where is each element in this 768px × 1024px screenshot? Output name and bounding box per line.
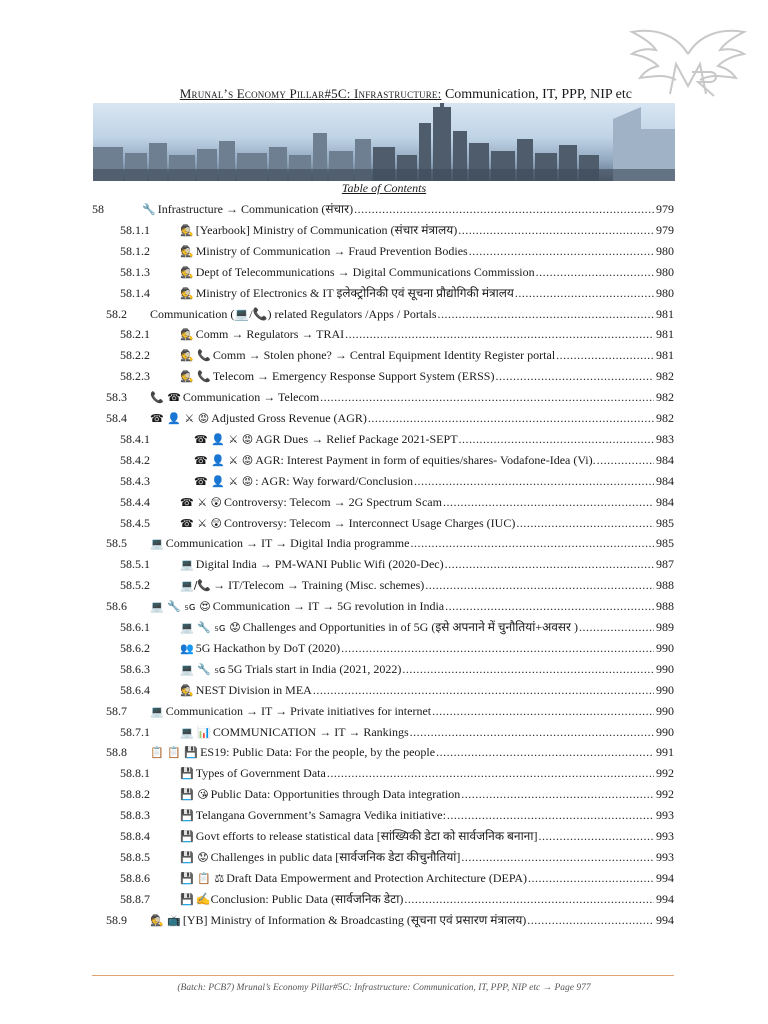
toc-row[interactable] <box>0 283 674 304</box>
toc-section-number: 58.4.2 <box>120 452 150 467</box>
toc-entry <box>180 659 674 680</box>
toc-leader-dots <box>320 387 654 408</box>
toc-section-number: 58.9 <box>106 912 127 927</box>
toc-entry <box>150 533 674 554</box>
toc-page-number: 984 <box>656 494 674 509</box>
toc-entry-icons: 💾 <box>180 809 194 823</box>
toc-entry-icons: 💻 <box>150 537 164 551</box>
toc-entry-icons: 🕵 📞 <box>180 349 211 363</box>
toc-entry <box>180 889 674 910</box>
toc-row[interactable] <box>0 241 674 262</box>
toc-leader-dots <box>402 659 654 680</box>
toc-entry-icons: 💾 <box>180 830 194 843</box>
toc-entry-icons: 🕵 <box>180 683 194 697</box>
toc-row[interactable] <box>0 784 674 805</box>
toc-entry-icons: 🕵 <box>180 223 194 237</box>
toc-row[interactable] <box>0 262 674 283</box>
toc-section-number: 58.2 <box>106 306 127 321</box>
toc-entry-title: Draft Data Empowerment and Protection Architecture (DEPA) <box>226 870 528 885</box>
toc-page-number: 981 <box>656 327 674 342</box>
toc-section-number: 58.4.5 <box>120 515 150 530</box>
toc-section-number: 58.6.1 <box>120 620 150 634</box>
toc-entry-title: Challenges and Opportunities in of 5G (इसे अपनाने में चुनौतियां+अवसर ) <box>242 620 578 634</box>
toc-leader-dots <box>445 554 654 575</box>
toc-section-number: 58.7.1 <box>120 724 150 739</box>
toc-entry-title: Communication → IT → 5G revolution in India <box>212 599 445 614</box>
toc-entry <box>180 513 674 534</box>
toc-row[interactable] <box>0 450 674 471</box>
toc-entry-title: Comm → Stolen phone? → Central Equipment Identity Register portal <box>212 348 556 363</box>
toc-page-number: 980 <box>656 243 674 258</box>
toc-page-number: 989 <box>656 620 674 634</box>
toc-leader-dots <box>461 784 654 805</box>
toc-section-number: 58.1.4 <box>120 285 150 300</box>
toc-row[interactable] <box>0 826 674 847</box>
toc-entry-title: Dept of Telecommunications → Digital Communications Commission <box>195 264 535 279</box>
toc-section-number: 58.8 <box>106 745 127 760</box>
toc-entry <box>180 575 674 596</box>
toc-section-number: 58.5.1 <box>120 557 150 572</box>
toc-section-number: 58.8.4 <box>120 829 150 843</box>
page-header <box>92 86 632 103</box>
toc-entry <box>194 429 674 450</box>
toc-row[interactable] <box>0 429 674 450</box>
toc-page-number: 991 <box>656 745 674 760</box>
toc-entry-title: Communication → IT → Private initiatives for internet <box>165 703 432 718</box>
toc-entry-icons: 🕵 📺 <box>150 913 181 927</box>
toc-section-number: 58.4 <box>106 411 127 425</box>
toc-page-number: 979 <box>656 222 674 237</box>
toc-entry-icons: 💻 📊 <box>180 725 211 739</box>
toc-leader-dots <box>447 805 654 826</box>
toc-entry <box>180 324 674 345</box>
toc-entry-icons: 💾 😘 <box>180 788 209 802</box>
toc-section-number: 58.8.7 <box>120 891 150 906</box>
toc-page-number: 993 <box>656 808 674 823</box>
toc-page-number: 987 <box>656 557 674 572</box>
toc-leader-dots <box>579 617 654 638</box>
toc-page-number: 982 <box>656 369 674 384</box>
toc-entry-title: Infrastructure → Communication (संचार) <box>157 202 354 216</box>
toc-page-number: 994 <box>656 870 674 885</box>
toc-entry-icons: 💻 🔧 ₅ɢ <box>180 662 226 676</box>
toc-section-number: 58.7 <box>106 703 127 718</box>
toc-entry <box>180 868 674 889</box>
toc-entry-title: Adjusted Gross Revenue (AGR) <box>211 411 367 425</box>
toc-entry-title: Types of Government Data <box>195 766 326 781</box>
toc-leader-dots <box>458 220 654 241</box>
toc-entry <box>180 722 674 743</box>
toc-leader-dots <box>556 345 654 366</box>
toc-page-number: 984 <box>656 452 674 467</box>
toc-page-number: 992 <box>656 787 674 802</box>
toc-section-number: 58.2.2 <box>120 348 150 363</box>
toc-section-number: 58.4.4 <box>120 494 150 509</box>
toc-page-number: 985 <box>656 536 674 551</box>
toc-row[interactable] <box>0 868 674 889</box>
toc-entry-title: Ministry of Communication → Fraud Prevention Bodies <box>195 243 468 258</box>
page-footer: (Batch: PCB7) Mrunal’s Economy Pillar#5C: Infrastructure: Communication, IT, PPP, NIP etc → Page 977 <box>177 983 591 993</box>
toc-entry-icons: 🔧 <box>142 203 156 216</box>
toc-entry <box>180 826 674 847</box>
toc-entry-title: Govt efforts to release statistical data [सांख्यिकी डेटा को सार्वजनिक बनाना] <box>195 829 538 843</box>
toc-row[interactable] <box>0 847 674 868</box>
toc-leader-dots <box>410 722 654 743</box>
toc-entry-title: Controversy: Telecom → 2G Spectrum Scam <box>224 494 442 509</box>
toc-leader-dots <box>432 701 654 722</box>
toc-entry-icons: 💾 <box>180 767 194 781</box>
toc-entry <box>180 680 674 701</box>
toc-entry-icons: 💾 📋 ⚖ <box>180 871 225 885</box>
toc-leader-dots <box>515 283 654 304</box>
toc-entry <box>180 220 674 241</box>
toc-page-number: 994 <box>656 891 674 906</box>
toc-section-number: 58.8.2 <box>120 787 150 802</box>
toc-page-number: 990 <box>656 640 674 655</box>
toc-entry-title: : AGR: Way forward/Conclusion <box>255 473 414 488</box>
toc-entry-title: Digital India → PM-WANI Public Wifi (2020-Dec) <box>195 557 444 572</box>
toc-entry <box>150 910 674 931</box>
toc-section-number: 58.2.1 <box>120 327 150 342</box>
toc-page-number: 990 <box>656 724 674 739</box>
toc-row[interactable] <box>0 763 674 784</box>
toc-page-number: 980 <box>656 264 674 279</box>
toc-row[interactable] <box>0 805 674 826</box>
toc-row[interactable] <box>0 492 674 513</box>
toc-leader-dots <box>538 826 654 847</box>
toc-section-number: 58.6.4 <box>120 682 150 697</box>
toc-entry <box>194 471 674 492</box>
toc-entry <box>180 262 674 283</box>
toc-entry-title: ES19: Public Data: For the people, by the people <box>200 745 436 760</box>
toc-section-number: 58.1.1 <box>120 222 150 237</box>
toc-row[interactable] <box>0 533 674 554</box>
toc-section-number: 58.2.3 <box>120 369 150 384</box>
toc-entry-icons: ☎ 👤 ⚔ 😡 <box>194 474 254 488</box>
toc-row[interactable] <box>0 659 674 680</box>
toc-row[interactable] <box>0 471 674 492</box>
toc-leader-dots <box>459 429 654 450</box>
toc-entry-icons: 🕵 📞 <box>180 370 211 384</box>
toc-entry <box>150 596 674 617</box>
toc-entry-icons: 🕵 <box>180 286 194 300</box>
toc-row[interactable] <box>0 408 674 429</box>
toc-entry <box>150 387 674 408</box>
toc-section-number: 58.5.2 <box>120 578 150 593</box>
toc-leader-dots <box>414 471 654 492</box>
toc-section-number: 58.3 <box>106 390 127 405</box>
toc-section-number: 58 <box>92 202 104 216</box>
toc-page-number: 981 <box>656 306 674 321</box>
toc-entry <box>150 408 674 429</box>
toc-leader-dots <box>438 304 654 325</box>
toc-entry <box>180 283 674 304</box>
toc-page-number: 992 <box>656 766 674 781</box>
toc-entry-title: Ministry of Electronics & IT इलेक्ट्रोनिकी एवं सूचना प्रौद्योगिकी मंत्रालय <box>195 285 514 300</box>
toc-entry-icons: ☎ 👤 ⚔ 😡 <box>150 412 210 425</box>
toc-page-number: 982 <box>656 411 674 425</box>
toc-row[interactable] <box>0 345 674 366</box>
header-title-smallcaps: Mrunal’s Economy Pillar#5C: Infrastructure: <box>179 86 442 101</box>
toc-section-number: 58.1.3 <box>120 264 150 279</box>
toc-row[interactable] <box>0 513 674 534</box>
toc-leader-dots <box>469 241 654 262</box>
toc-entry-title: Communication → IT → Digital India programme <box>165 536 410 551</box>
toc-leader-dots <box>597 450 654 471</box>
toc-section-number: 58.5 <box>106 536 127 551</box>
toc-entry-title: Challenges in public data [सार्वजनिक डेटा कीचुनौतियां] <box>210 849 461 864</box>
toc-section-number: 58.4.3 <box>120 473 150 488</box>
toc-entry <box>180 554 674 575</box>
toc-entry-title: Comm → Regulators → TRAI <box>195 327 345 342</box>
toc-section-number: 58.8.5 <box>120 849 150 864</box>
toc-entry <box>194 450 674 471</box>
toc-entry-icons: ☎ 👤 ⚔ 😡 <box>194 432 254 446</box>
toc-leader-dots <box>341 638 654 659</box>
toc-entry <box>180 492 674 513</box>
toc-entry <box>142 199 674 220</box>
toc-row[interactable] <box>0 617 674 638</box>
toc-entry-title: Telangana Government’s Samagra Vedika initiative: <box>195 808 446 823</box>
toc-entry <box>180 805 674 826</box>
toc-leader-dots <box>536 262 654 283</box>
toc-entry-icons: 💾 😟 <box>180 850 209 864</box>
toc-row[interactable] <box>0 324 674 345</box>
toc-leader-dots <box>527 910 654 931</box>
toc-row[interactable] <box>0 575 674 596</box>
toc-entry <box>180 847 674 868</box>
toc-entry-title: NEST Division in MEA <box>195 682 312 697</box>
toc-entry-title: [YB] Ministry of Information & Broadcasting (सूचना एवं प्रसारण मंत्रालय) <box>182 912 527 927</box>
toc-page-number: 990 <box>656 661 674 676</box>
toc-entry <box>150 742 674 763</box>
toc-entry <box>180 638 674 659</box>
toc-page-number: 979 <box>656 202 674 216</box>
toc-entry-icons: 💾 <box>180 892 194 906</box>
toc-row[interactable] <box>0 638 674 659</box>
toc-entry <box>180 617 674 638</box>
toc-row[interactable] <box>0 889 674 910</box>
toc-entry <box>180 345 674 366</box>
toc-entry-icons: 💻 <box>180 558 194 572</box>
toc-entry-icons: 👥 <box>180 641 194 655</box>
toc-entry-title: Communication → Telecom <box>182 390 320 405</box>
toc-leader-dots <box>445 596 654 617</box>
toc-page-number: 988 <box>656 578 674 593</box>
toc-section-number: 58.6.2 <box>120 640 150 655</box>
toc-page-number: 984 <box>656 473 674 488</box>
toc-page-number: 988 <box>656 599 674 614</box>
toc-entry-title: 5G Trials start in India (2021, 2022) <box>227 661 402 676</box>
toc-section-number: 58.6.3 <box>120 661 150 676</box>
toc-section-number: 58.8.1 <box>120 766 150 781</box>
toc-leader-dots <box>443 492 654 513</box>
toc-page-number: 980 <box>656 285 674 300</box>
toc-section-number: 58.8.3 <box>120 808 150 823</box>
toc-leader-dots <box>368 408 654 429</box>
toc-entry-title: Telecom → Emergency Response Support System (ERSS) <box>212 369 495 384</box>
toc-entry <box>180 784 674 805</box>
toc-leader-dots <box>495 366 654 387</box>
toc-page-number: 982 <box>656 390 674 405</box>
toc-leader-dots <box>354 199 654 220</box>
toc-leader-dots <box>327 763 654 784</box>
toc-title: Table of Contents <box>341 181 427 195</box>
toc-entry-title: 5G Hackathon by DoT (2020) <box>195 640 341 655</box>
toc-row[interactable] <box>0 387 674 408</box>
toc-entry-title: Controversy: Telecom → Interconnect Usage Charges (IUC) <box>224 515 516 530</box>
toc-entry-title: AGR: Interest Payment in form of equities/shares- Vodafone-Idea (Vi). <box>255 452 596 467</box>
toc-entry <box>150 304 674 325</box>
toc-leader-dots <box>461 847 654 868</box>
toc-page-number: 990 <box>656 682 674 697</box>
toc-section-number: 58.8.6 <box>120 870 150 885</box>
toc-leader-dots <box>516 513 654 534</box>
toc-page-number: 990 <box>656 703 674 718</box>
toc-row[interactable] <box>0 596 674 617</box>
toc-leader-dots <box>528 868 654 889</box>
toc-page-number: 993 <box>656 849 674 864</box>
toc-page-number: 994 <box>656 912 674 927</box>
toc-row[interactable] <box>0 722 674 743</box>
toc-entry-icons: 💻 🔧 ₅ɢ 😟 <box>180 621 241 634</box>
toc-entry-icons: 🕵 <box>180 328 194 342</box>
toc-row[interactable] <box>0 910 674 931</box>
toc-entry-icons: 🕵 <box>180 244 194 258</box>
toc-leader-dots <box>410 533 654 554</box>
toc-leader-dots <box>436 742 654 763</box>
toc-page-number: 981 <box>656 348 674 363</box>
toc-entry-icons: 📋 📋 💾 <box>150 746 199 760</box>
toc-entry-title: ✍Conclusion: Public Data (सार्वजनिक डेटा) <box>195 891 404 906</box>
toc-page-number: 993 <box>656 829 674 843</box>
toc-section-number: 58.4.1 <box>120 431 150 446</box>
toc-entry-title: Public Data: Opportunities through Data integration <box>210 787 461 802</box>
toc-entry-icons: 💻 <box>150 704 164 718</box>
toc-row[interactable] <box>0 680 674 701</box>
toc-entry <box>150 701 674 722</box>
toc-entry-icons: 💻/📞 <box>180 579 212 593</box>
toc-leader-dots <box>345 324 654 345</box>
toc-row[interactable] <box>0 554 674 575</box>
toc-row[interactable] <box>0 701 674 722</box>
toc-row[interactable] <box>0 199 674 220</box>
toc-page-number: 983 <box>656 431 674 446</box>
toc-leader-dots <box>313 680 654 701</box>
toc-entry <box>180 241 674 262</box>
toc-entry-icons: ☎ 👤 ⚔ 😡 <box>194 453 254 467</box>
toc-row[interactable] <box>0 366 674 387</box>
winged-logo-icon <box>626 24 750 102</box>
toc-entry-icons: 📞 ☎ <box>150 391 181 405</box>
toc-leader-dots <box>425 575 654 596</box>
toc-page-number: 985 <box>656 515 674 530</box>
toc-row[interactable] <box>0 304 674 325</box>
toc-entry <box>180 763 674 784</box>
toc-section-number: 58.6 <box>106 599 127 614</box>
toc-row[interactable] <box>0 220 674 241</box>
toc-entry-title: → IT/Telecom → Training (Misc. schemes) <box>213 578 425 593</box>
toc-entry-icons: 💻 🔧 ₅ɢ 😍 <box>150 600 211 614</box>
toc-entry-icons: ☎ ⚔ 😲 <box>180 516 223 530</box>
toc-entry-title: Communication (💻/📞) related Regulators /Apps / Portals <box>150 306 437 321</box>
footer-divider <box>92 975 674 976</box>
toc-entry-icons: 🕵 <box>180 265 194 279</box>
toc-entry-title: [Yearbook] Ministry of Communication (संचार मंत्रालय) <box>195 222 458 237</box>
toc-section-number: 58.1.2 <box>120 243 150 258</box>
header-title-rest: Communication, IT, PPP, NIP etc <box>441 87 632 102</box>
toc-entry-icons: ☎ ⚔ 😲 <box>180 495 223 509</box>
city-skyline-banner <box>93 103 675 181</box>
toc-row[interactable] <box>0 742 674 763</box>
toc-entry-title: AGR Dues → Relief Package 2021-SEPT <box>255 431 458 446</box>
toc-entry-title: COMMUNICATION → IT → Rankings <box>212 724 409 739</box>
toc-leader-dots <box>404 889 654 910</box>
toc-entry <box>180 366 674 387</box>
